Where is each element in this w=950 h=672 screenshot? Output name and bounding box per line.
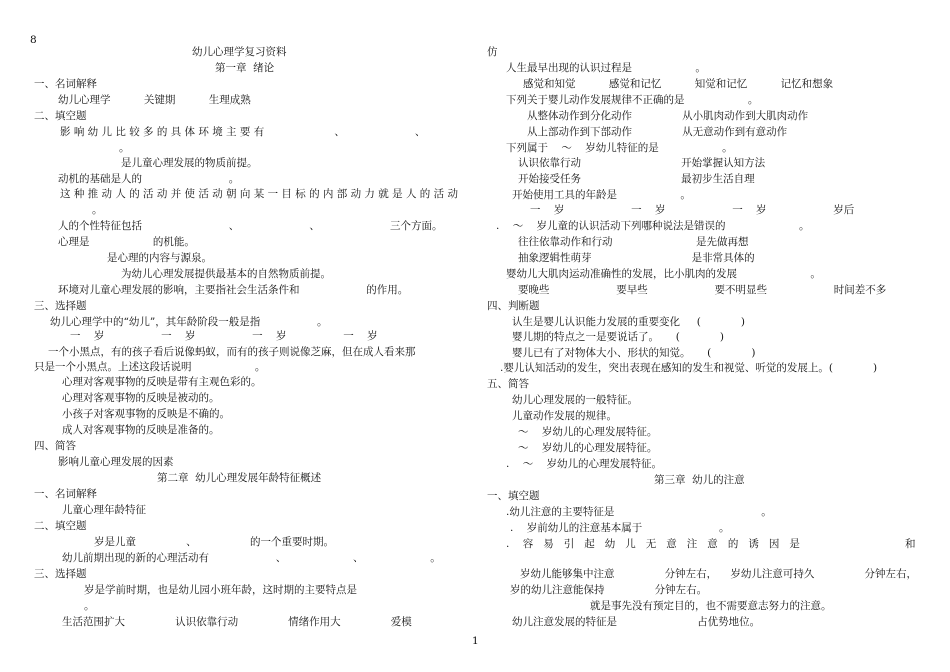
section-heading: 四、简答 — [34, 440, 76, 452]
choice-option: 成人对客观事物的反映是准备的。 — [62, 424, 220, 436]
section-heading: 一、名词解释 — [34, 488, 97, 500]
chapter-3-heading: 第三章 幼儿的注意 — [654, 474, 745, 486]
text-line: 岁是学前时期，也是幼儿园小班年龄，这时期的主要特点是 — [84, 584, 357, 596]
page-number-bottom: 1 — [472, 635, 479, 647]
text-line: 幼儿心理学 关键期 生理成熟 — [58, 94, 251, 106]
text-line: 。 — [119, 142, 130, 154]
choice-options: 抽象逻辑性萌芽 是非常具体的 — [518, 252, 755, 264]
text-line: 幼儿心理学中的“幼儿”，其年龄阶段一般是指 。 — [50, 316, 328, 328]
choice-options: 一 岁 一 岁 一 岁 一 岁 — [70, 330, 378, 342]
section-heading: 五、简答 — [487, 378, 529, 390]
choice-options: 从上部动作到下部动作 从无意动作到有意动作 — [527, 126, 788, 138]
text-line: 认生是婴儿认识能力发展的重要变化 ( ) — [512, 316, 745, 328]
text-line: 岁的幼儿注意能保持 分钟左右。 — [510, 584, 708, 596]
text-line: 幼儿注意发展的特征是 占优势地位。 — [512, 616, 761, 628]
choice-option: 小孩子对客观事物的反映是不确的。 — [62, 408, 230, 420]
text-line: 心理是 的机能。 — [58, 236, 195, 248]
text-line: 和 — [905, 538, 916, 550]
text-line: 婴幼儿大肌肉运动准确性的发展，比小肌肉的发展 。 — [506, 268, 821, 280]
section-heading: 二、填空题 — [34, 110, 87, 122]
text-line: 婴儿期的特点之一是要说话了。 ( ) — [512, 331, 724, 343]
text-line: 岁幼儿能够集中注意 分钟左右， 岁幼儿注意可持久 分钟左右， — [520, 568, 917, 580]
text-line: 是儿童心理发展的物质前提。 — [121, 157, 258, 169]
text-line: . ～ 岁幼儿的心理发展特征。 — [506, 458, 663, 470]
section-heading: 一、名词解释 — [34, 78, 97, 90]
choice-options: 要晚些 要早些 要不明显些 时间差不多 — [518, 284, 887, 296]
section-heading: 一、填空题 — [487, 490, 540, 502]
page-number-top: 8 — [30, 34, 37, 46]
text-line: 就是事先没有预定目的，也不需要意志努力的注意。 — [590, 600, 832, 612]
text-line: ～ 岁幼儿的心理发展特征。 — [518, 442, 658, 454]
text-line: .幼儿注意的主要特征是 。 — [506, 506, 772, 518]
text-line: 儿童心理年龄特征 — [62, 504, 146, 516]
text-line: 人的个性特征包括 、 、 三个方面。 — [58, 220, 443, 232]
text-line: 这 种 推 动 人 的 活 动 并 使 活 动 朝 向 某 一 目 标 的 内 部 动 力 就 是 人 的 活 动 — [60, 188, 458, 200]
text-line: 影响儿童心理发展的因素 — [58, 456, 174, 468]
text-line: 影 响 幼 儿 比 较 多 的 具 体 环 境 主 要 有 、 、 — [60, 126, 426, 138]
chapter-2-heading: 第二章 幼儿心理发展年龄特征概述 — [157, 472, 322, 484]
text-line: 是心理的内容与源泉。 — [107, 252, 212, 264]
text-line: 。 — [92, 204, 103, 216]
text-line: . ～ 岁儿童的认识活动下列哪种说法是错误的 。 — [496, 220, 810, 232]
text-line: 婴儿已有了对物体大小、形状的知觉。 ( ) — [512, 347, 756, 359]
text-line: 环境对儿童心理发展的影响，主要指社会生活条件和 的作用。 — [58, 284, 409, 296]
document-title: 幼儿心理学复习资料 — [192, 46, 287, 58]
text-line: 幼儿心理发展的一般特征。 — [512, 394, 638, 406]
text-line: 岁是儿童 、 的一个重要时期。 — [94, 536, 334, 548]
choice-options: 从整体动作到分化动作 从小肌肉动作到大肌肉动作 — [527, 110, 809, 122]
text-line: ～ 岁幼儿的心理发展特征。 — [518, 426, 658, 438]
choice-options: 感觉和知觉 感觉和记忆 知觉和记忆 记忆和想象 — [523, 78, 834, 90]
text-line: 动机的基础是人的 。 — [58, 173, 240, 185]
choice-options: 生活范围扩大 认识依靠行动 情绪作用大 爱模 — [62, 616, 412, 628]
text-line: 幼儿前期出现的新的心理活动有 、 、 。 — [62, 552, 441, 564]
choice-options: 认识依靠行动 开始掌握认知方法 — [518, 157, 766, 169]
text-line: 为幼儿心理发展提供最基本的自然物质前提。 — [121, 268, 331, 280]
text-line: 仿 — [487, 46, 498, 58]
text-line: 一个小黑点，有的孩子看后说像蚂蚁，而有的孩子则说像芝麻，但在成人看来那 — [48, 346, 416, 358]
section-heading: 三、选择题 — [34, 300, 87, 312]
section-heading: 二、填空题 — [34, 520, 87, 532]
text-line: .婴儿认知活动的发生，突出表现在感知的发生和视觉、听觉的发展上。( ) — [500, 362, 878, 374]
text-line: 开始使用工具的年龄是 。 — [512, 189, 691, 201]
text-line: 下列属于 ～ 岁幼儿特征的是 。 — [506, 142, 733, 154]
choice-options: 开始接受任务 最初步生活自理 — [518, 173, 755, 185]
chapter-1-heading: 第一章 绪论 — [215, 62, 275, 74]
text-line: 人生最早出现的认识过程是 。 — [506, 62, 706, 74]
choice-option: 心理对客观事物的反映是被动的。 — [62, 392, 220, 404]
text-line: 下列关于婴儿动作发展规律不正确的是 。 — [506, 94, 759, 106]
choice-option: 心理对客观事物的反映是带有主观色彩的。 — [62, 376, 262, 388]
text-line: . 岁前幼儿的注意基本属于 。 — [510, 522, 730, 534]
choice-options: 一 岁 一 岁 一 岁 岁后 — [530, 204, 855, 216]
text-line: 只是一个小黑点。上述这段话说明 。 — [34, 361, 266, 373]
section-heading: 三、选择题 — [34, 568, 87, 580]
section-heading: 四、判断题 — [487, 300, 540, 312]
choice-options: 往往依靠动作和行动 是先做再想 — [518, 236, 749, 248]
text-line: . 容 易 引 起 幼 儿 无 意 注 意 的 诱 因 是 — [506, 538, 800, 550]
text-line: 儿童动作发展的规律。 — [512, 410, 617, 422]
text-line: 。 — [84, 600, 95, 612]
